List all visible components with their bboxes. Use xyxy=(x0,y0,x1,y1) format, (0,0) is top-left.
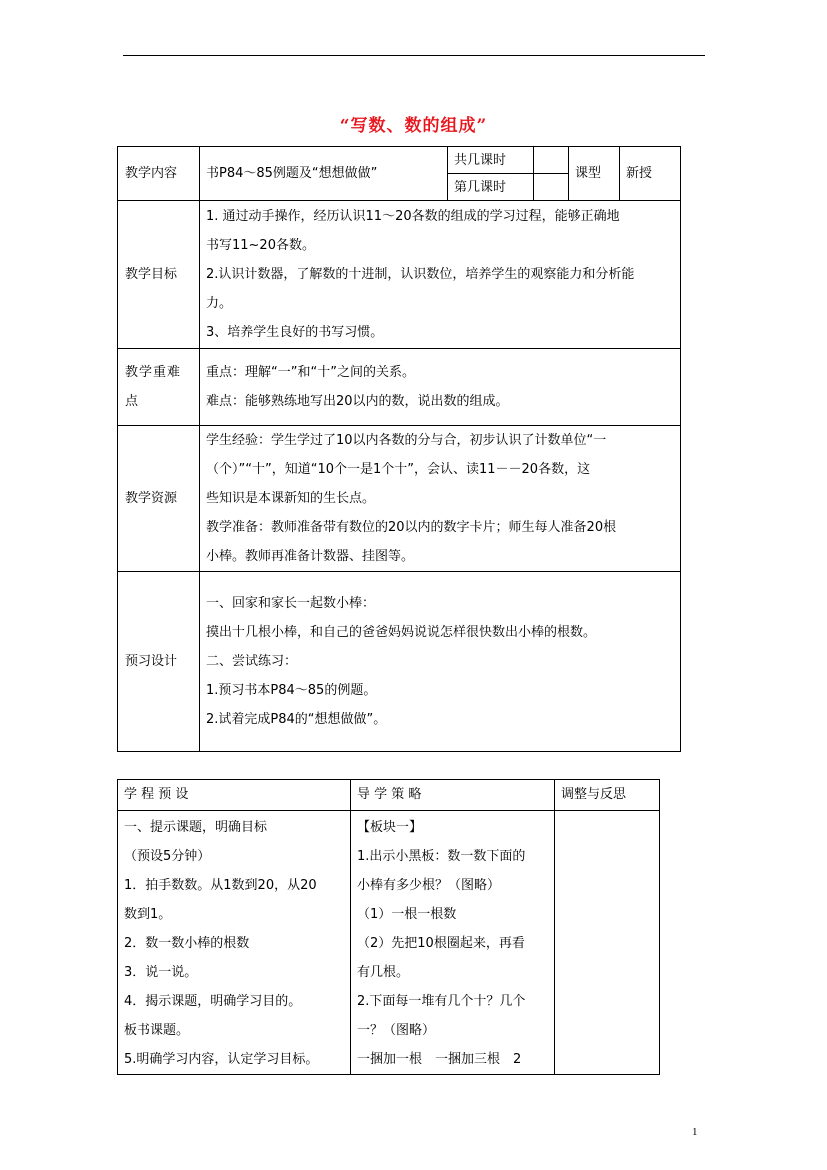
plan-line: 1．拍手数数。从1数到20，从20 xyxy=(124,878,317,893)
preview-line: 一、回家和家长一起数小棒： xyxy=(206,596,376,611)
plan-line: 4．揭示课题，明确学习目的。 xyxy=(124,994,302,1009)
plan-line: （预设5分钟） xyxy=(124,849,211,864)
plan-line: 一、提示课题，明确目标 xyxy=(124,820,268,835)
resources-content xyxy=(200,426,681,572)
plan-line: 板书课题。 xyxy=(124,1023,190,1038)
content-label: 教学内容 xyxy=(118,147,200,201)
goals-line: 力。 xyxy=(206,296,233,311)
strategy-line: 有几根。 xyxy=(357,965,410,980)
resources-line: 小棒。教师再准备计数器、挂图等。 xyxy=(206,549,415,564)
preview-line: 二、尝试练习： xyxy=(206,654,298,669)
document-title: “写数、数的组成” xyxy=(339,116,488,136)
keypoints-line: 重点：理解“一”和“十”之间的关系。 xyxy=(206,365,415,380)
plan-line: 2．数一数小棒的根数 xyxy=(124,936,250,951)
strategy-line: （2）先把10根圈起来，再看 xyxy=(357,936,525,951)
which-period-value xyxy=(534,174,569,201)
resources-line: 学生经验：学生学过了10以内各数的分与合，初步认识了计数单位“一 xyxy=(206,433,607,448)
strategy-line: 2.下面每一堆有几个十？几个 xyxy=(357,994,526,1009)
strategy-line: 一？（图略） xyxy=(357,1023,436,1038)
which-period-label: 第几课时 xyxy=(448,174,534,201)
page-number: 1 xyxy=(692,1126,698,1138)
goals-line: 2.认识计数器，了解数的十进制，认识数位，培养学生的观察能力和分析能 xyxy=(206,267,635,282)
plan-line: 数到1。 xyxy=(124,907,172,922)
strategy-line: 小棒有多少根？（图略） xyxy=(357,878,501,893)
resources-line: 些知识是本课新知的生长点。 xyxy=(206,491,376,506)
adjustment-content xyxy=(555,811,660,1075)
preview-content xyxy=(200,572,681,752)
keypoints-label xyxy=(118,349,200,426)
keypoints-content xyxy=(200,349,681,426)
goals-line: 书写11~20各数。 xyxy=(206,238,315,253)
header-adjustment: 调整与反思 xyxy=(555,780,660,811)
goals-line: 1. 通过动手操作，经历认识11～20各数的组成的学习过程，能够正确地 xyxy=(206,209,620,224)
preview-line: 摸出十几根小棒，和自己的爸爸妈妈说说怎样很快数出小棒的根数。 xyxy=(206,625,597,640)
plan-line: 3．说一说。 xyxy=(124,965,198,980)
resources-line: 教学准备：教师准备带有数位的20以内的数字卡片；师生每人准备20根 xyxy=(206,520,617,535)
strategy-line: 一捆加一根 一捆加三根 2 xyxy=(357,1052,522,1067)
plan-line: 5.明确学习内容，认定学习目标。 xyxy=(124,1052,319,1067)
preview-line: 1.预习书本P84～85的例题。 xyxy=(206,683,377,698)
preview-line: 2.试着完成P84的“想想做做”。 xyxy=(206,712,387,727)
strategy-line: 1.出示小黑板：数一数下面的 xyxy=(357,849,526,864)
teaching-process-table xyxy=(117,779,660,1075)
total-periods-value xyxy=(534,147,569,174)
learning-plan-content xyxy=(118,811,351,1075)
header-guiding-strategy: 导 学 策 略 xyxy=(351,780,555,811)
goals-content xyxy=(200,201,681,349)
goals-line: 3、培养学生良好的书写习惯。 xyxy=(206,325,384,340)
resources-label: 教学资源 xyxy=(118,426,200,572)
total-periods-label: 共几课时 xyxy=(448,147,534,174)
strategy-line: 【板块一】 xyxy=(357,820,423,835)
header-rule xyxy=(123,55,705,56)
keypoints-label-line: 教学重难 xyxy=(125,365,182,380)
keypoints-line: 难点：能够熟练地写出20以内的数，说出数的组成。 xyxy=(206,394,509,409)
content-value: 书P84～85例题及“想想做做” xyxy=(200,147,448,201)
header-learning-plan: 学 程 预 设 xyxy=(118,780,351,811)
type-value: 新授 xyxy=(620,147,681,201)
keypoints-label-line: 点 xyxy=(125,394,139,409)
goals-label: 教学目标 xyxy=(118,201,200,349)
type-label: 课型 xyxy=(569,147,620,201)
strategy-content xyxy=(351,811,555,1075)
strategy-line: （1）一根一根数 xyxy=(357,907,457,922)
preview-label: 预习设计 xyxy=(118,572,200,752)
lesson-info-table xyxy=(117,146,681,752)
resources-line: （个）”“十”，知道“10个一是1个十”，会认、读11－－20各数，这 xyxy=(206,462,591,477)
